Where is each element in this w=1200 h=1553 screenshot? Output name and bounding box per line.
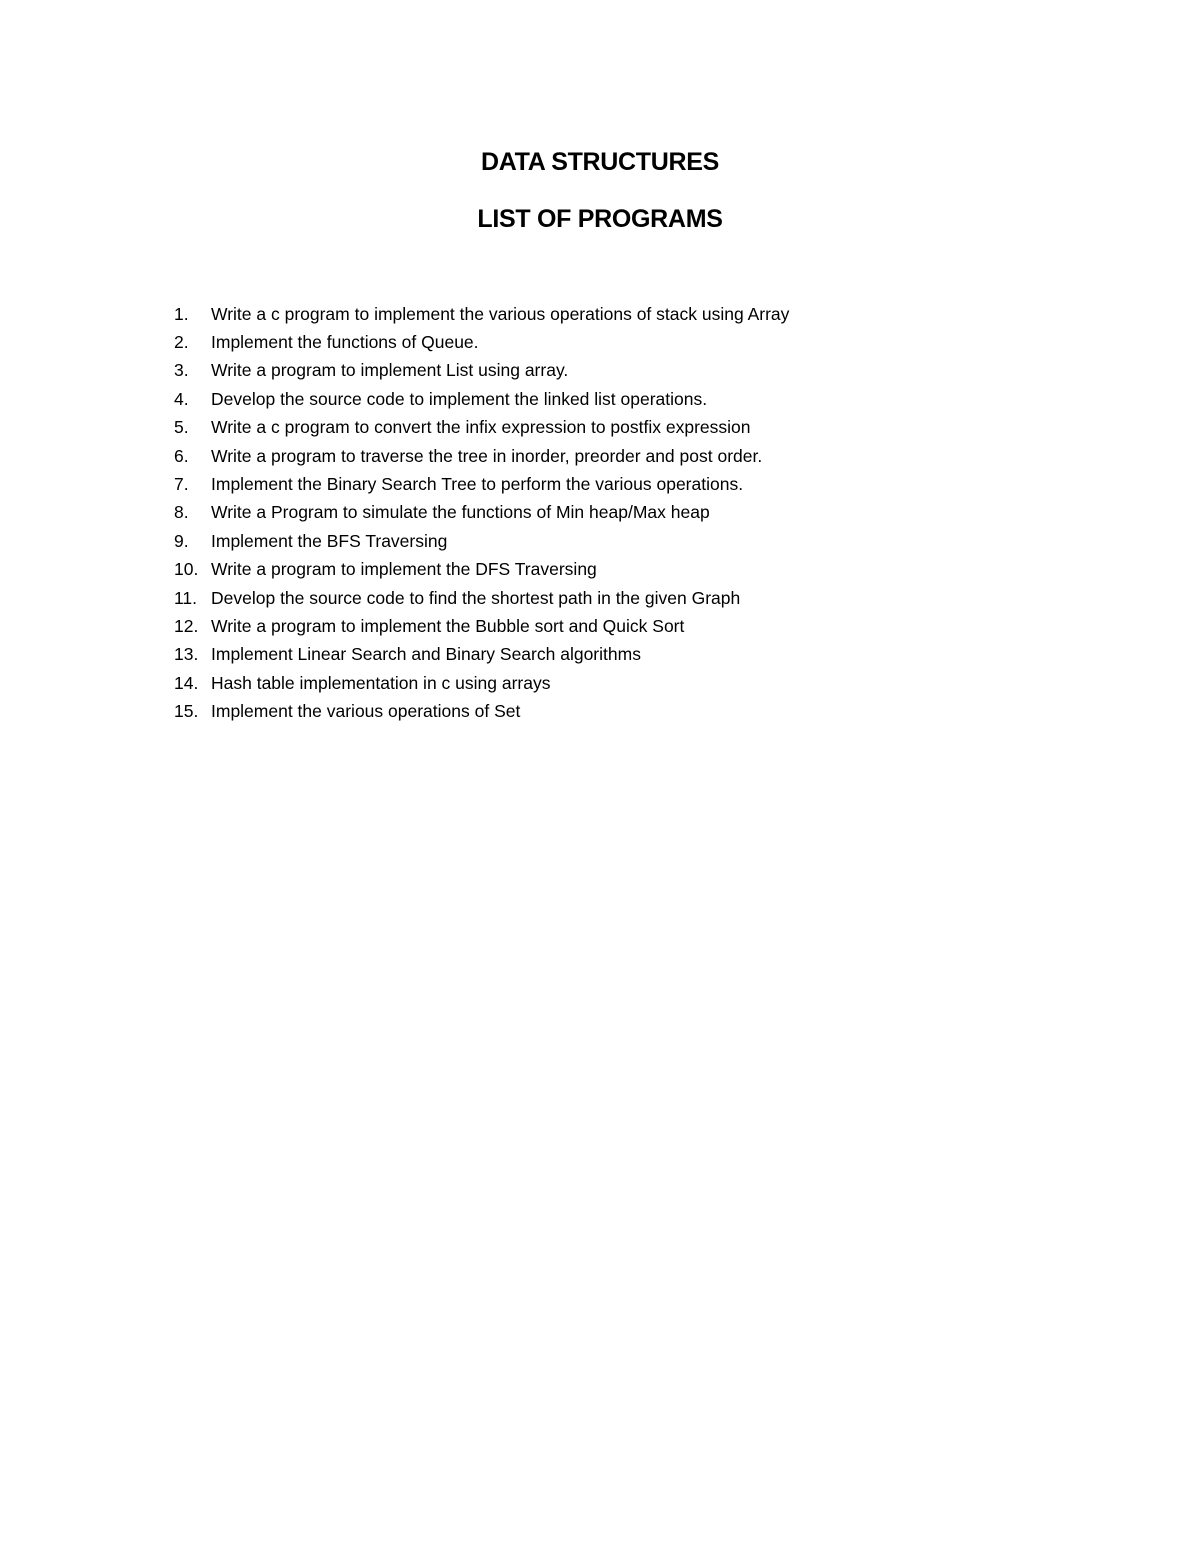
list-item-number: 5. [174,417,189,438]
list-item [174,556,789,584]
list-item-number: 1. [174,303,189,324]
list-item [174,527,789,555]
list-item-number: 10. [174,559,199,580]
list-item [174,697,789,725]
list-item-text: Implement the Binary Search Tree to perform the various operations. [211,474,744,495]
list-item-text: Write a program to implement List using array. [211,360,569,381]
program-list [174,300,789,726]
list-item-text: Implement Linear Search and Binary Search algorithms [211,644,641,665]
list-item-text: Implement the various operations of Set [211,701,521,722]
list-item-number: 13. [174,644,199,665]
list-item [174,584,789,612]
list-item-text: Develop the source code to implement the linked list operations. [211,388,708,409]
list-item [174,669,789,697]
list-item-number: 3. [174,360,189,381]
list-item [174,499,789,527]
list-item-text: Write a c program to convert the infix expression to postfix expression [211,417,751,438]
list-item [174,300,789,328]
list-item [174,612,789,640]
list-item-text: Write a program to implement the DFS Traversing [211,559,597,580]
list-item-text: Write a c program to implement the various operations of stack using Array [211,303,790,324]
document-title: DATA STRUCTURES [480,148,720,176]
list-item-text: Implement the functions of Queue. [211,332,479,353]
list-item-number: 15. [174,701,199,722]
list-item-number: 9. [174,530,189,551]
list-item-text: Develop the source code to find the shortest path in the given Graph [211,587,741,608]
list-item [174,470,789,498]
list-item-number: 8. [174,502,189,523]
list-item-number: 6. [174,445,189,466]
list-item-number: 12. [174,615,199,636]
list-item-text: Implement the BFS Traversing [211,530,448,551]
list-item [174,641,789,669]
list-item-number: 11. [174,587,198,608]
document-subtitle: LIST OF PROGRAMS [477,205,723,233]
list-item-text: Hash table implementation in c using arrays [211,672,551,693]
list-item [174,357,789,385]
list-item-number: 7. [174,474,189,495]
list-item-text: Write a program to implement the Bubble sort and Quick Sort [211,615,685,636]
list-item [174,385,789,413]
list-item [174,442,789,470]
list-item-number: 2. [174,332,189,353]
list-item-number: 4. [174,388,189,409]
list-item [174,328,789,356]
list-item-text: Write a Program to simulate the functions of Min heap/Max heap [211,502,710,523]
list-item-number: 14. [174,672,199,693]
list-item-text: Write a program to traverse the tree in inorder, preorder and post order. [211,445,763,466]
list-item [174,414,789,442]
